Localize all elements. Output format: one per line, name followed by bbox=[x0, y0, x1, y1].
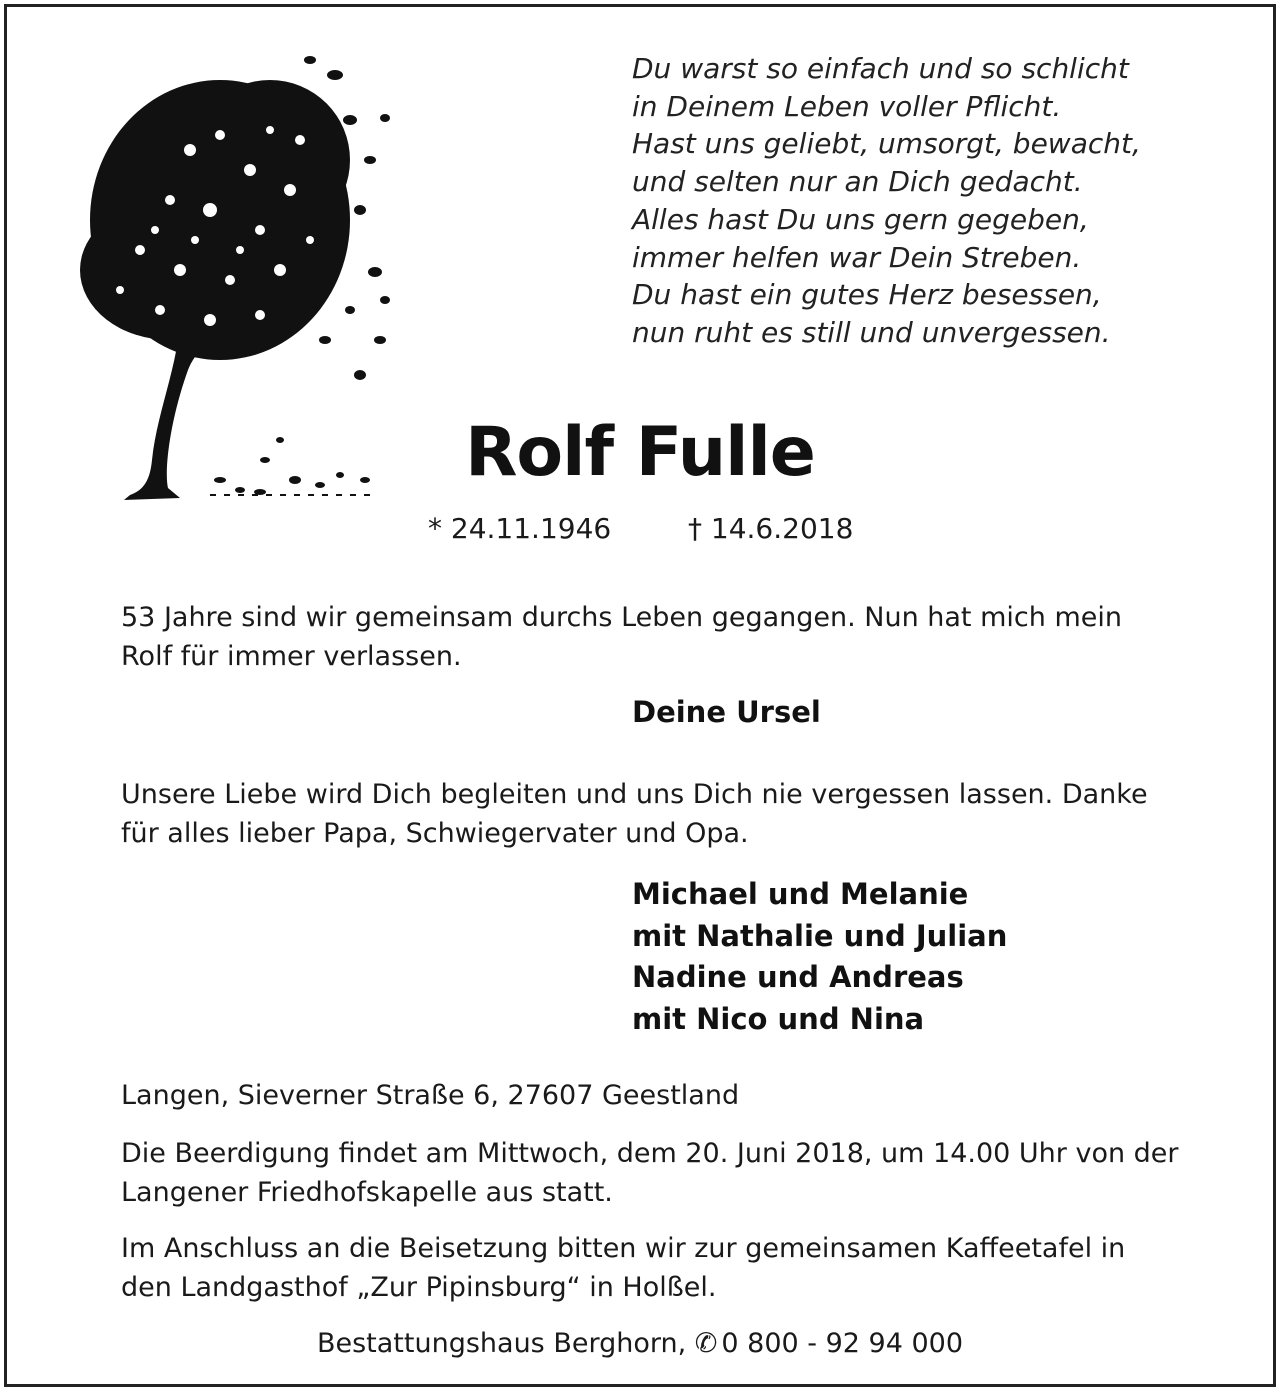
message-wife: 53 Jahre sind wir gemeinsam durchs Leben gegangen. Nun hat mich mein Rolf für immer verlassen. bbox=[121, 602, 1122, 672]
birth-date: * 24.11.1946 bbox=[428, 512, 612, 545]
deceased-name: Rolf Fulle bbox=[465, 413, 815, 492]
poem-line: in Deinem Leben voller Pflicht. bbox=[632, 89, 1062, 123]
signature-wife: Deine Ursel bbox=[632, 695, 821, 729]
funeral-info: Die Beerdigung findet am Mittwoch, dem 20. Juni 2018, um 14.00 Uhr von der Langener Friedhofskapelle aus statt. bbox=[121, 1138, 1179, 1208]
phone-number: 0 800 - 92 94 000 bbox=[721, 1328, 964, 1359]
signature-line: Michael und Melanie bbox=[632, 877, 969, 911]
poem-line: Hast uns geliebt, umsorgt, bewacht, bbox=[632, 127, 1141, 161]
poem-line: Alles hast Du uns gern gegeben, bbox=[632, 202, 1089, 236]
address: Langen, Sieverner Straße 6, 27607 Geestland bbox=[121, 1080, 740, 1111]
death-date: † 14.6.2018 bbox=[688, 512, 854, 545]
signature-line: Nadine und Andreas bbox=[632, 960, 964, 994]
funeral-home-name: Bestattungshaus Berghorn, bbox=[316, 1328, 687, 1359]
poem-line: Du hast ein gutes Herz besessen, bbox=[632, 278, 1102, 312]
phone-icon: ✆ bbox=[694, 1328, 718, 1359]
poem bbox=[632, 50, 1232, 352]
signature-family bbox=[632, 874, 1007, 1040]
signature-line: mit Nathalie und Julian bbox=[632, 918, 1008, 953]
poem-line: nun ruht es still und unvergessen. bbox=[632, 315, 1111, 349]
poem-line: Du warst so einfach und so schlicht bbox=[632, 52, 1129, 85]
signature-line: mit Nico und Nina bbox=[632, 1001, 925, 1036]
reception-info: Im Anschluss an die Beisetzung bitten wir zur gemeinsamen Kaffeetafel in den Landgasthof „Zur Pipinsburg“ in Holßel. bbox=[121, 1233, 1126, 1303]
poem-line: immer helfen war Dein Streben. bbox=[632, 240, 1082, 274]
message-family: Unsere Liebe wird Dich begleiten und uns Dich nie vergessen lassen. Danke für alles lieber Papa, Schwiegervater und Opa. bbox=[121, 779, 1148, 849]
poem-line: und selten nur an Dich gedacht. bbox=[632, 165, 1083, 199]
funeral-home-footer bbox=[0, 1324, 1280, 1364]
